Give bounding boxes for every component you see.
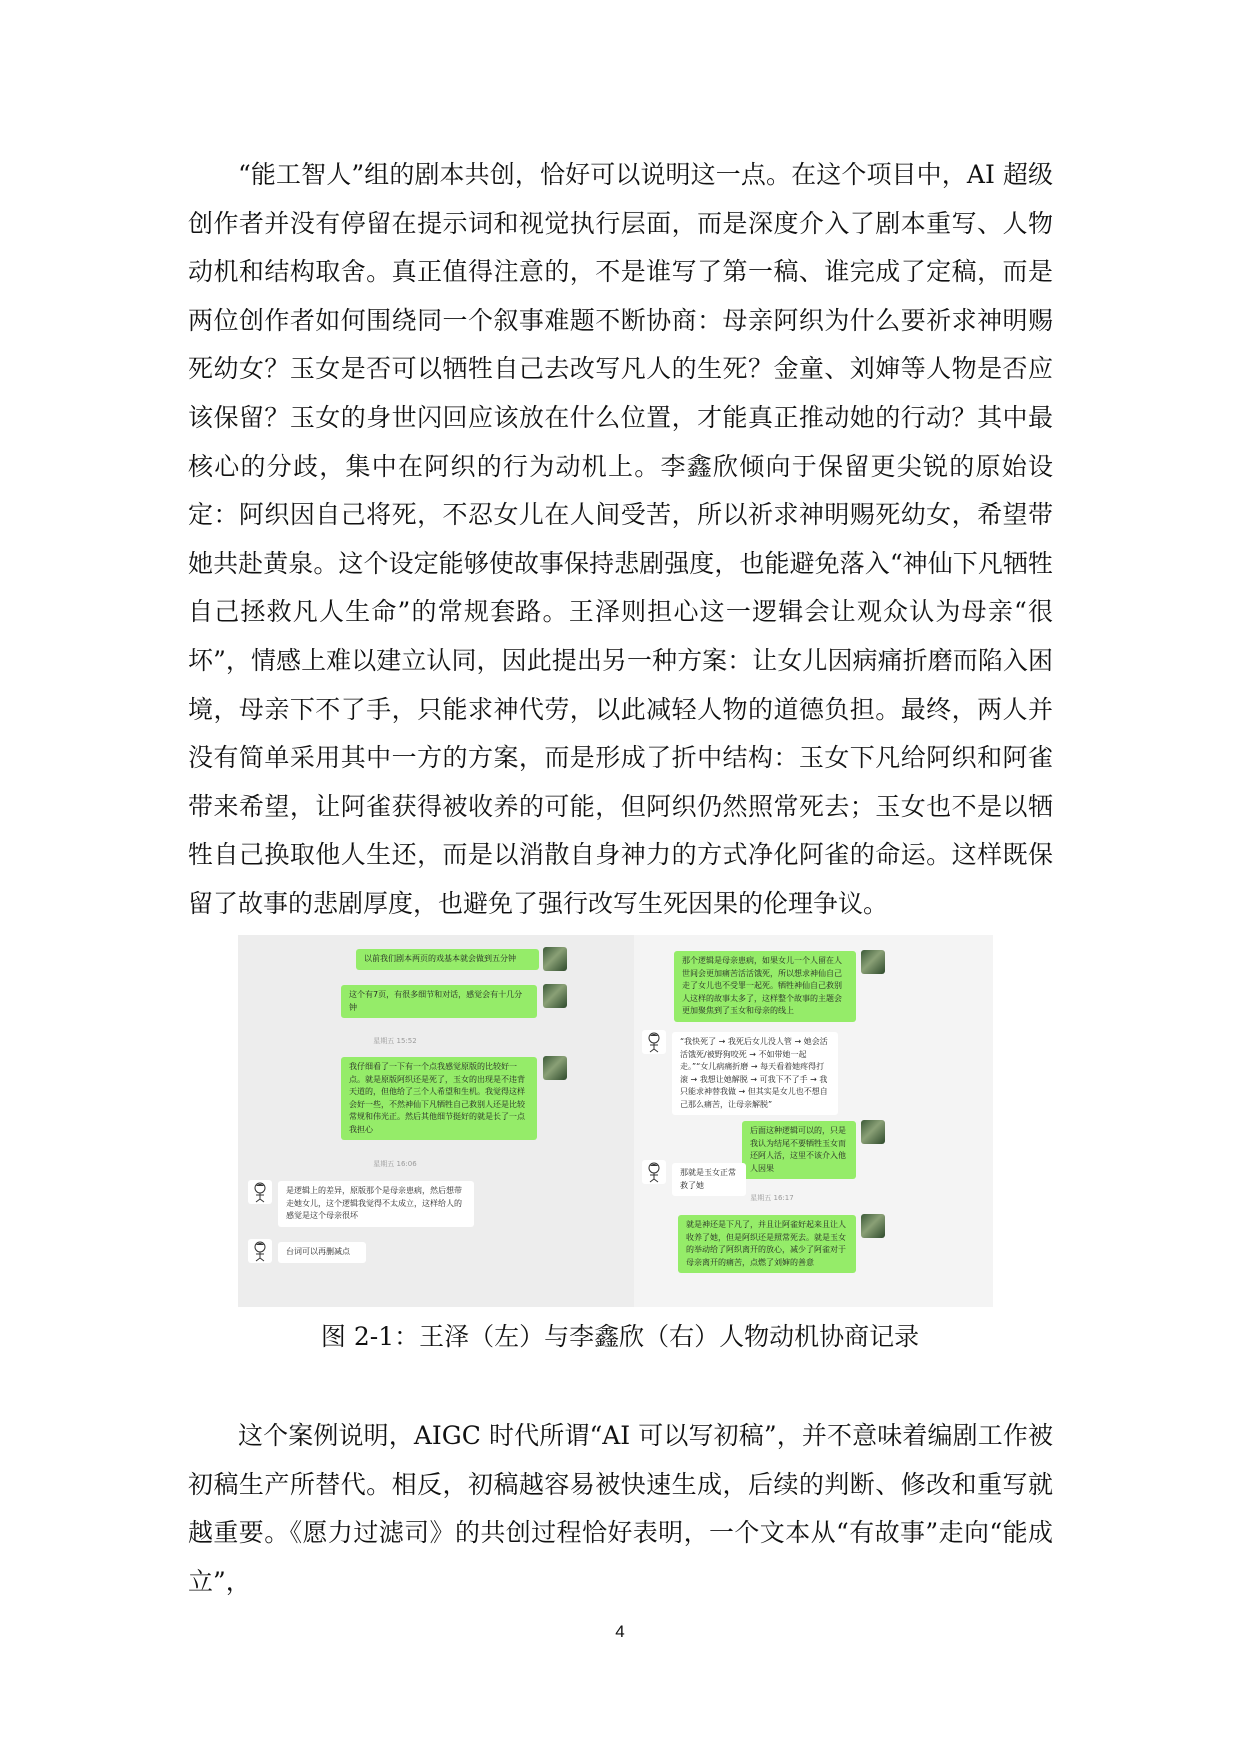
avatar xyxy=(543,1056,567,1080)
timestamp: 星期五 16:17 xyxy=(750,1194,794,1202)
chat-bubble-sent: 我仔细看了一下有一个点我感觉原版的比较好一点。就是原版阿织还是死了，玉女的出现是不违背天道的，但他给了三个人希望和生机。我觉得这样会好一些，不然神仙下凡牺牲自己救别人还是比较常规和伟光正。然后其他细节挺好的就是长了一点我担心 xyxy=(341,1057,537,1140)
chat-bubble-sent: 这个有7页，有很多细节和对话，感觉会有十几分钟 xyxy=(341,985,537,1018)
chat-bubble-received: “我快死了 → 我死后女儿没人管 → 她会活活饿死/被野狗咬死 → 不如带她一起走。”“女儿病痛折磨 → 每天看着她疼得打滚 → 我想让她解脱 → 可我下不了手 → 我只能求神替我做 → 但其实是女儿也不想自己那么痛苦，让母亲解脱” xyxy=(672,1032,838,1115)
avatar xyxy=(861,950,885,974)
body-paragraph-2: 这个案例说明，AIGC 时代所谓“AI 可以写初稿”，并不意味着编剧工作被初稿生产所替代。相反，初稿越容易被快速生成，后续的判断、修改和重写就越重要。《愿力过滤司》的共创过程恰好表明，一个文本从“有故事”走向“能成立”， xyxy=(188,1421,1053,1596)
chat-bubble-received: 是逻辑上的差异，原版那个是母亲患病，然后想带走她女儿，这个逻辑我觉得不太成立，这样给人的感觉是这个母亲很坏 xyxy=(278,1181,474,1227)
left-chat-panel xyxy=(238,935,634,1307)
chat-bubble-sent: 后面这种逻辑可以的，只是我认为结尾不要牺牲玉女而还阿人活，这里不该介入他人因果 xyxy=(742,1121,856,1179)
chat-bubble-received: 台词可以再删减点 xyxy=(278,1242,366,1263)
timestamp: 星期五 15:52 xyxy=(373,1037,417,1045)
avatar xyxy=(543,947,567,971)
chat-bubble-sent: 那个逻辑是母亲患病，如果女儿一个人留在人世间会更加痛苦活活饿死，所以想求神仙自己走了女儿也不受罪一起死。牺牲神仙自己救别人这样的故事太多了，这样整个故事的主题会更加聚焦到了玉女和母亲的线上 xyxy=(674,951,856,1022)
avatar xyxy=(861,1120,885,1144)
figure-caption: 图 2-1：王泽（左）与李鑫欣（右）人物动机协商记录 xyxy=(320,1322,920,1351)
chat-bubble-sent: 以前我们剧本两页的戏基本就会做到五分钟 xyxy=(356,949,539,970)
avatar xyxy=(861,1214,885,1238)
avatar xyxy=(543,984,567,1008)
right-chat-panel xyxy=(634,935,993,1307)
cartoon-avatar xyxy=(248,1239,272,1263)
chat-bubble-sent: 就是神还是下凡了，并且让阿雀好起来且让人收养了她，但是阿织还是照常死去。就是玉女的举动给了阿织离开的放心，减少了阿雀对于母亲离开的痛苦，点燃了刘婶的善意 xyxy=(678,1215,856,1273)
cartoon-avatar xyxy=(642,1160,666,1184)
body-paragraph-1: “能工智人”组的剧本共创，恰好可以说明这一点。在这个项目中，AI 超级创作者并没有停留在提示词和视觉执行层面，而是深度介入了剧本重写、人物动机和结构取舍。真正值得注意的，不是谁写了第一稿、谁完成了定稿，而是两位创作者如何围绕同一个叙事难题不断协商：母亲阿织为什么要祈求神明赐死幼女？玉女是否可以牺牲自己去改写凡人的生死？金童、刘婶等人物是否应该保留？玉女的身世闪回应该放在什么位置，才能真正推动她的行动？其中最核心的分歧，集中在阿织的行为动机上。李鑫欣倾向于保留更尖锐的原始设定：阿织因自己将死，不忍女儿在人间受苦，所以祈求神明赐死幼女，希望带她共赴黄泉。这个设定能够使故事保持悲剧强度，也能避免落入“神仙下凡牺牲自己拯救凡人生命”的常规套路。王泽则担心这一逻辑会让观众认为母亲“很坏”，情感上难以建立认同，因此提出另一种方案：让女儿因病痛折磨而陷入困境，母亲下不了手，只能求神代劳，以此减轻人物的道德负担。最终，两人并没有简单采用其中一方的方案，而是形成了折中结构：玉女下凡给阿织和阿雀带来希望，让阿雀获得被收养的可能，但阿织仍然照常死去；玉女也不是以牺牲自己换取他人生还，而是以消散自身神力的方式净化阿雀的命运。这样既保留了故事的悲剧厚度，也避免了强行改写生死因果的伦理争议。 xyxy=(188,160,1053,918)
timestamp: 星期五 16:06 xyxy=(373,1160,417,1168)
chat-screenshot-figure xyxy=(238,935,993,1307)
cartoon-avatar xyxy=(248,1180,272,1204)
page-number: 4 xyxy=(615,1622,625,1641)
chat-bubble-received: 那就是玉女正常救了她 xyxy=(672,1163,746,1196)
cartoon-avatar xyxy=(642,1030,666,1054)
